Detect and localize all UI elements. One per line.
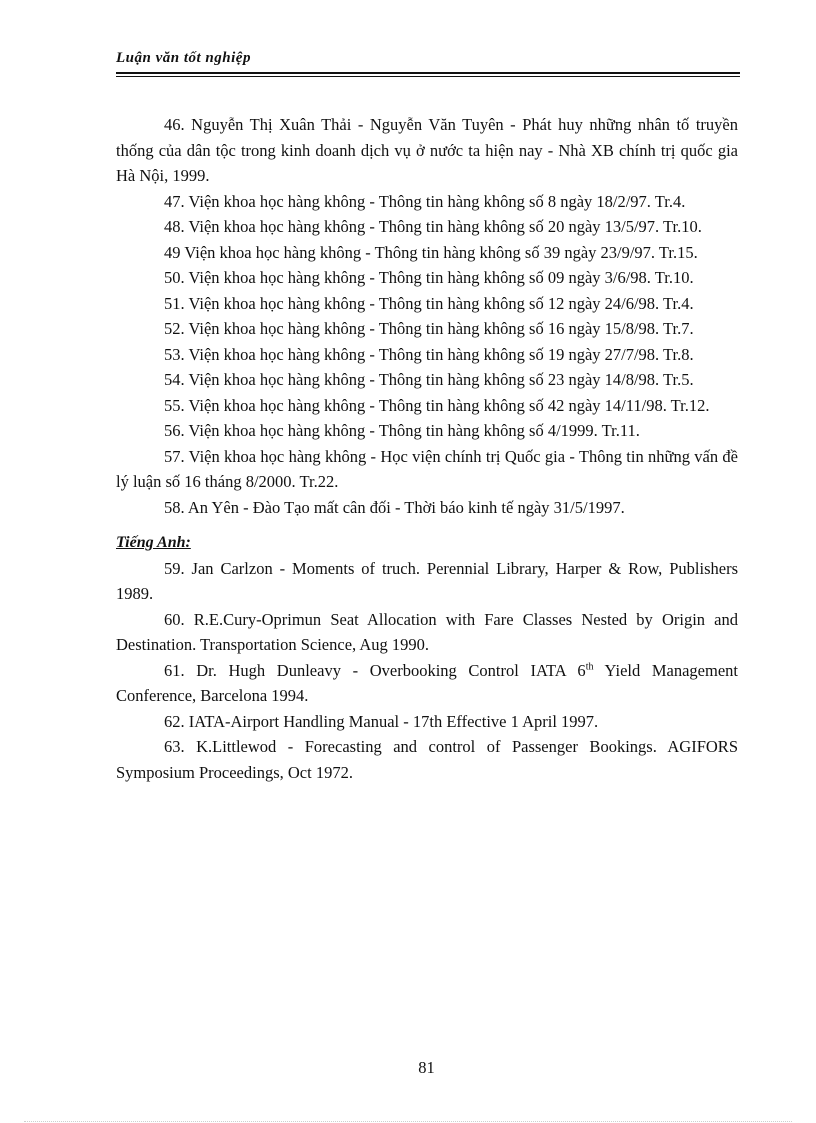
reference-item: 56. Viện khoa học hàng không - Thông tin hàng không số 4/1999. Tr.11. xyxy=(164,421,640,440)
reference-item: 55. Viện khoa học hàng không - Thông tin hàng không số 42 ngày 14/11/98. Tr.12. xyxy=(164,395,710,415)
header-rule-thin xyxy=(116,76,740,77)
reference-item: 52. Viện khoa học hàng không - Thông tin hàng không số 16 ngày 15/8/98. Tr.7. xyxy=(164,319,694,338)
reference-item: 60. R.E.Cury-Oprimun Seat Allocation with Fare Classes Nested by Origin and Destination. Transportation Science, Aug 1990. xyxy=(116,609,738,654)
header-rule-thick xyxy=(116,72,740,74)
header-title: Luận văn tốt nghiệp xyxy=(116,50,251,66)
reference-item: 51. Viện khoa học hàng không - Thông tin hàng không số 12 ngày 24/6/98. Tr.4. xyxy=(164,293,694,313)
reference-list xyxy=(116,112,738,785)
reference-text: Yield Management Conference, Barcelona 1994. xyxy=(116,660,738,705)
reference-item: 58. An Yên - Đào Tạo mất cân đối - Thời báo kinh tế ngày 31/5/1997. xyxy=(164,497,625,517)
reference-item: 57. Viện khoa học hàng không - Học viện chính trị Quốc gia - Thông tin những vấn đề lý luận số 16 tháng 8/2000. Tr.22. xyxy=(116,446,738,491)
reference-item: 50. Viện khoa học hàng không - Thông tin hàng không số 09 ngày 3/6/98. Tr.10. xyxy=(164,268,694,287)
reference-item: 54. Viện khoa học hàng không - Thông tin hàng không số 23 ngày 14/8/98. Tr.5. xyxy=(164,370,694,389)
footer-divider xyxy=(24,1121,792,1122)
reference-item xyxy=(116,658,738,709)
reference-item: 46. Nguyễn Thị Xuân Thải - Nguyễn Văn Tuyên - Phát huy những nhân tố truyền thống của dân tộc trong kinh doanh dịch vụ ở nước ta hiện nay - Nhà XB chính trị quốc gia Hà Nội, 1999. xyxy=(116,115,738,185)
ordinal-superscript: th xyxy=(585,661,594,672)
reference-text: 61. Dr. Hugh Dunleavy - Overbooking Control IATA 6 xyxy=(164,660,586,680)
reference-item: 53. Viện khoa học hàng không - Thông tin hàng không số 19 ngày 27/7/98. Tr.8. xyxy=(164,344,694,364)
reference-item: 59. Jan Carlzon - Moments of truch. Perennial Library, Harper & Row, Publishers 1989. xyxy=(116,558,738,603)
page-number: 81 xyxy=(418,1058,435,1077)
reference-item: 47. Viện khoa học hàng không - Thông tin hàng không số 8 ngày 18/2/97. Tr.4. xyxy=(164,191,686,211)
reference-item: 49 Viện khoa học hàng không - Thông tin hàng không số 39 ngày 23/9/97. Tr.15. xyxy=(164,242,698,262)
reference-item: 48. Viện khoa học hàng không - Thông tin hàng không số 20 ngày 13/5/97. Tr.10. xyxy=(164,217,702,236)
reference-item: 62. IATA-Airport Handling Manual - 17th Effective 1 April 1997. xyxy=(164,711,599,731)
section-heading-english: Tiếng Anh: xyxy=(116,534,191,551)
reference-item: 63. K.Littlewod - Forecasting and control of Passenger Bookings. AGIFORS Symposium Proceedings, Oct 1972. xyxy=(116,737,738,782)
